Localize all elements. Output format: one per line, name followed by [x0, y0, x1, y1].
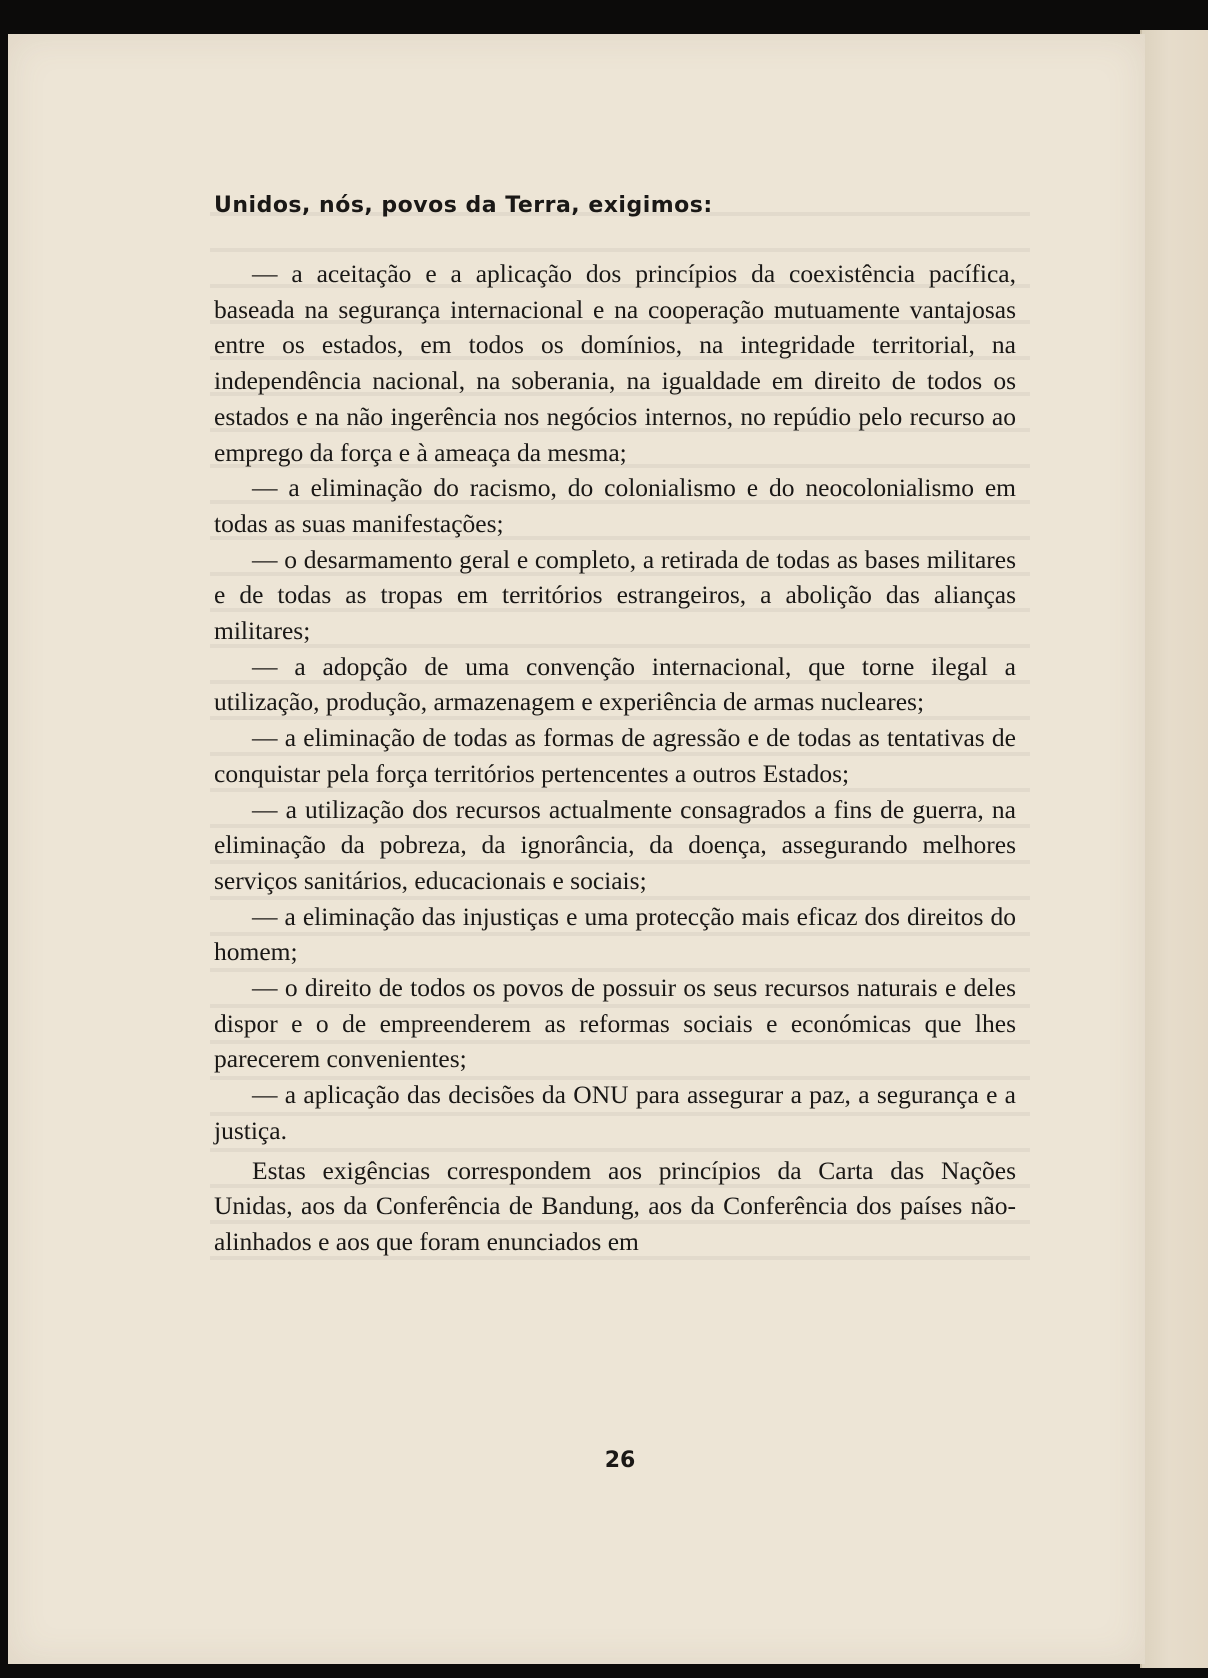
- demand-item: — a adopção de uma convenção internacional, que torne ilegal a utilização, produção, armazenagem e experiência de armas nucleares;: [214, 651, 1016, 717]
- demand-item: — a utilização dos recursos actualmente consagrados a fins de guerra, na eliminação da pobreza, da ignorância, da doença, assegurando melhores serviços sanitários, educacionais e sociais;: [214, 794, 1016, 895]
- demand-item: — a aplicação das decisões da ONU para assegurar a paz, a segurança e a justiça.: [214, 1080, 1016, 1145]
- adjacent-page-edge: [1140, 30, 1208, 1668]
- demand-item: — a aceitação e a aplicação dos princípios da coexistência pacífica, baseada na segurança internacional e na cooperação mutuamente vantajosas entre os estados, em todos os domínios, na integridade territorial, na independência nacional, na soberania, na igualdade em direito de todos os estados e na não ingerência nos negócios internos, no repúdio pelo recurso ao emprego da força e à ameaça da mesma;: [214, 259, 1016, 467]
- section-heading: Unidos, nós, povos da Terra, exigimos:: [214, 193, 713, 218]
- closing-paragraph: Estas exigências correspondem aos princípios da Carta das Nações Unidas, aos da Conferência de Bandung, aos da Conferência dos países não-alinhados e aos que foram enunciados em: [214, 1155, 1016, 1256]
- demand-item: — a eliminação de todas as formas de agressão e de todas as tentativas de conquistar pela força territórios pertencentes a outros Estados;: [214, 723, 1016, 788]
- page-number: 26: [604, 1448, 636, 1473]
- demands-list: [214, 256, 1016, 1149]
- demand-item: — o direito de todos os povos de possuir os seus recursos naturais e deles dispor e o de empreenderem as reformas sociais e económicas que lhes parecerem convenientes;: [214, 973, 1016, 1074]
- page-body: [214, 186, 1016, 1260]
- demand-item: — o desarmamento geral e completo, a retirada de todas as bases militares e de todas as tropas em territórios estrangeiros, a abolição das alianças militares;: [214, 544, 1016, 646]
- demand-item: — a eliminação das injustiças e uma protecção mais eficaz dos direitos do homem;: [214, 901, 1016, 967]
- demand-item: — a eliminação do racismo, do colonialismo e do neocolonialismo em todas as suas manifestações;: [214, 473, 1016, 538]
